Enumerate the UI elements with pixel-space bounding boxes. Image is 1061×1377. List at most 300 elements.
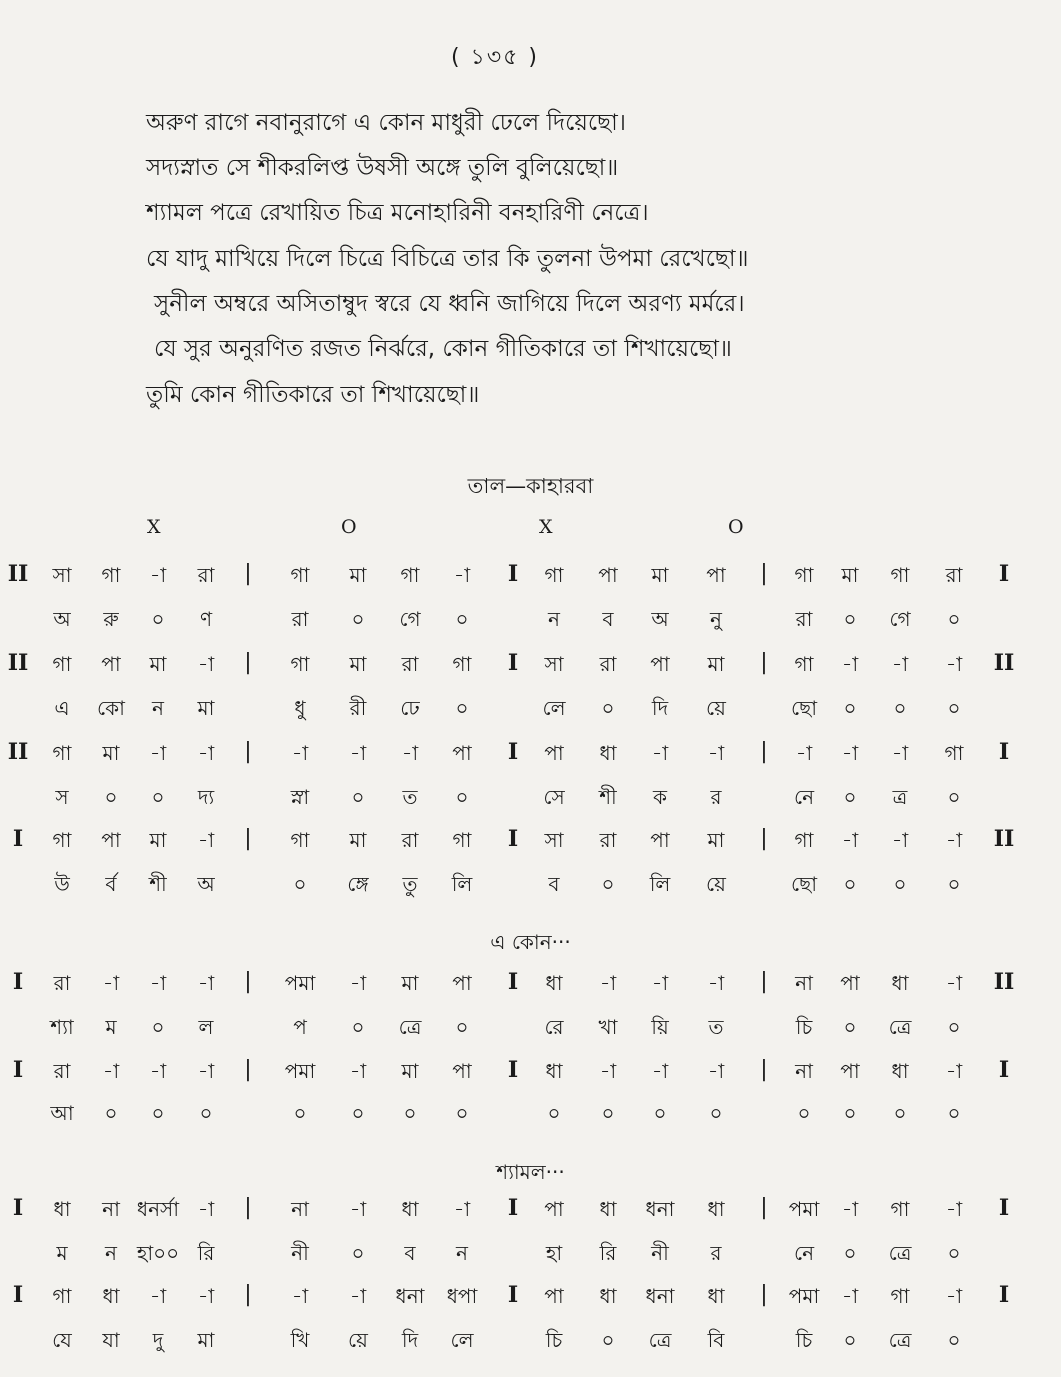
swara-row [0, 561, 1061, 591]
notation-cell: মা [102, 741, 120, 765]
notation-cell: রা [53, 971, 71, 995]
notation-cell: দি [401, 1328, 419, 1352]
lyric-syllable-row [0, 605, 1061, 635]
notation-cell: ব [548, 872, 560, 896]
beat-mark: O [728, 516, 744, 538]
notation-cell: প [293, 1015, 307, 1039]
notation-cell: না [795, 971, 813, 995]
beat-mark: X [147, 516, 161, 538]
lyric-line: অরুণ রাগে নবানুরাগে এ কোন মাধুরী ঢেলে দিয়েছো। [146, 110, 626, 136]
notation-cell: বি [707, 1328, 725, 1352]
notation-cell: -া [349, 1284, 367, 1308]
notation-cell: -া [945, 971, 963, 995]
lyric-line: যে যাদু মাখিয়ে দিলে চিত্রে বিচিত্রে তার কি তুলনা উপমা রেখেছো॥ [146, 246, 749, 272]
notation-cell: ০ [947, 785, 961, 809]
notation-cell: পা [452, 971, 472, 995]
bar-line: I [507, 1282, 519, 1308]
notation-cell: য়ে [348, 1328, 368, 1352]
lyric-line: সদ্যস্নাত সে শীকরলিপ্ত উষসী অঙ্গে তুলি বুলিয়েছো॥ [146, 155, 619, 181]
bar-line: II [7, 650, 29, 676]
notation-cell: পা [840, 1059, 860, 1083]
notation-cell: -া [841, 652, 859, 676]
notation-cell: পমা [284, 971, 316, 995]
bar-line: I [12, 826, 24, 852]
notation-cell: ধনা [645, 1284, 675, 1308]
notation-cell: গা [452, 652, 472, 676]
notation-cell: -া [197, 652, 215, 676]
bar-line: | [244, 1195, 252, 1220]
notation-cell: আ [50, 1101, 74, 1125]
notation-cell: রি [599, 1241, 617, 1265]
notation-cell: -া [197, 971, 215, 995]
notation-cell: -া [707, 741, 725, 765]
notation-cell: ০ [104, 785, 118, 809]
notation-cell: ধা [545, 971, 563, 995]
bar-line: | [244, 561, 252, 586]
notation-cell: ০ [709, 1101, 723, 1125]
notation-cell: ০ [455, 607, 469, 631]
bar-line: I [507, 826, 519, 852]
notation-cell: ০ [199, 1101, 213, 1125]
notation-cell: ব [404, 1241, 416, 1265]
lyric-line: সুনীল অম্বরে অসিতাম্বুদ স্বরে যে ধ্বনি জাগিয়ে দিলে অরণ্য মর্মরে। [154, 291, 745, 317]
notation-cell: ০ [351, 785, 365, 809]
bar-line: | [760, 826, 768, 851]
notation-cell: ০ [547, 1101, 561, 1125]
notation-cell: ০ [947, 1015, 961, 1039]
notation-cell: য়ি [651, 1015, 669, 1039]
notation-cell: ধা [707, 1284, 725, 1308]
notation-cell: খি [290, 1328, 310, 1352]
notation-cell: -া [841, 1284, 859, 1308]
notation-cell: -া [197, 1197, 215, 1221]
notation-cell: পা [544, 1284, 564, 1308]
notation-cell: -া [841, 741, 859, 765]
notation-cell: চি [795, 1015, 813, 1039]
notation-cell: রা [197, 563, 215, 587]
notation-cell: ০ [601, 872, 615, 896]
notation-cell: ন [152, 696, 164, 720]
notation-cell: লে [450, 1328, 474, 1352]
notation-cell: -া [349, 741, 367, 765]
notation-cell: রা [401, 652, 419, 676]
notation-cell: গা [52, 1284, 72, 1308]
lyric-line: তুমি কোন গীতিকারে তা শিখায়েছো॥ [146, 382, 480, 408]
swara-row [0, 739, 1061, 769]
notation-cell: ন [548, 607, 560, 631]
notation-cell: লি [649, 872, 671, 896]
notation-cell: শী [599, 785, 617, 809]
notation-cell: সা [52, 563, 72, 587]
notation-cell: গা [290, 563, 310, 587]
bar-line: | [760, 1195, 768, 1220]
notation-cell: পা [598, 563, 618, 587]
notation-cell: উ [54, 872, 70, 896]
notation-cell: নী [651, 1241, 669, 1265]
notation-cell: ধা [599, 741, 617, 765]
notation-cell: রি [197, 1241, 215, 1265]
bar-line: I [12, 1195, 24, 1221]
bar-line: I [507, 1057, 519, 1083]
notation-cell: ০ [351, 1101, 365, 1125]
notation-cell: গা [52, 652, 72, 676]
swara-row [0, 650, 1061, 680]
bar-line: II [7, 739, 29, 765]
notation-cell: ০ [843, 1015, 857, 1039]
notation-cell: না [291, 1197, 309, 1221]
notation-cell: পা [544, 741, 564, 765]
lyric-syllable-row [0, 1099, 1061, 1129]
notation-cell: গা [890, 1284, 910, 1308]
notation-cell: গা [944, 741, 964, 765]
notation-cell: -া [707, 1059, 725, 1083]
notation-cell: পা [650, 828, 670, 852]
notation-cell: রা [291, 607, 309, 631]
bar-line: I [998, 561, 1010, 587]
bar-line: | [244, 826, 252, 851]
bar-line: | [244, 1282, 252, 1307]
notation-cell: -া [945, 1284, 963, 1308]
notation-cell: রু [103, 607, 119, 631]
beat-mark: X [539, 516, 553, 538]
notation-cell: হা০০ [136, 1241, 180, 1265]
notation-cell: ০ [151, 1015, 165, 1039]
notation-cell: ০ [455, 785, 469, 809]
notation-cell: -া [291, 1284, 309, 1308]
swara-row [0, 1057, 1061, 1087]
bar-line: I [507, 739, 519, 765]
notation-cell: গা [890, 1197, 910, 1221]
notation-cell: মা [197, 1328, 215, 1352]
notation-cell: রা [945, 563, 963, 587]
notation-cell: -া [349, 1197, 367, 1221]
notation-cell: পা [452, 741, 472, 765]
notation-cell: ০ [797, 1101, 811, 1125]
notation-cell: ০ [351, 607, 365, 631]
notation-cell: ০ [351, 1015, 365, 1039]
notation-cell: ০ [947, 1101, 961, 1125]
notation-cell: ০ [947, 1328, 961, 1352]
notation-cell: ধপা [446, 1284, 478, 1308]
notation-cell: নে [793, 785, 815, 809]
notation-cell: ০ [893, 872, 907, 896]
notation-cell: ০ [293, 872, 307, 896]
notation-cell: গা [400, 563, 420, 587]
notation-cell: স্না [290, 785, 310, 809]
lyric-syllable-row [0, 1326, 1061, 1356]
notation-cell: লি [451, 872, 473, 896]
notation-cell: ধা [401, 1197, 419, 1221]
notation-cell: ০ [843, 607, 857, 631]
page-number: ( ১৩৫ ) [450, 45, 539, 70]
notation-cell: পা [101, 828, 121, 852]
notation-cell: -া [707, 971, 725, 995]
notation-cell: -া [453, 1197, 471, 1221]
notation-cell: গা [794, 652, 814, 676]
notation-cell: পা [650, 652, 670, 676]
notation-cell: মা [349, 652, 367, 676]
notation-cell: চি [795, 1328, 813, 1352]
notation-cell: -া [841, 1197, 859, 1221]
bar-line: I [507, 561, 519, 587]
notation-cell: য়ে [706, 696, 726, 720]
notation-cell: দ্য [197, 785, 215, 809]
lyric-line: শ্যামল পত্রে রেখায়িত চিত্র মনোহারিনী বনহারিণী নেত্রে। [146, 200, 649, 226]
notation-cell: লে [542, 696, 566, 720]
notation-cell: ০ [843, 872, 857, 896]
notation-cell: -া [599, 1059, 617, 1083]
notation-cell: নু [710, 607, 722, 631]
notation-cell: ধা [599, 1197, 617, 1221]
notation-cell: মা [651, 563, 669, 587]
notation-cell: নী [291, 1241, 309, 1265]
swara-row [0, 969, 1061, 999]
notation-cell: রা [599, 828, 617, 852]
notation-cell: -া [349, 1059, 367, 1083]
notation-cell: ত্রে [648, 1328, 672, 1352]
notation-cell: -া [149, 1059, 167, 1083]
notation-cell: র [710, 785, 722, 809]
notation-cell: ০ [104, 1101, 118, 1125]
notation-cell: -া [651, 1059, 669, 1083]
notation-cell: ০ [455, 696, 469, 720]
bar-line: | [760, 969, 768, 994]
notation-cell: ০ [843, 696, 857, 720]
bar-line: II [7, 561, 29, 587]
notation-cell: ধা [599, 1284, 617, 1308]
bar-line: I [12, 1282, 24, 1308]
notation-cell: মা [707, 828, 725, 852]
notation-cell: গা [890, 563, 910, 587]
notation-cell: য়ে [706, 872, 726, 896]
notation-cell: -া [102, 1059, 120, 1083]
notation-cell: ০ [601, 696, 615, 720]
notation-cell: ০ [351, 1241, 365, 1265]
notation-cell: -া [197, 828, 215, 852]
notation-cell: ধা [707, 1197, 725, 1221]
notation-cell: গা [101, 563, 121, 587]
notation-cell: -া [891, 828, 909, 852]
notation-cell: ০ [151, 607, 165, 631]
notation-cell: চি [545, 1328, 563, 1352]
notation-cell: ধা [53, 1197, 71, 1221]
notation-cell: ০ [843, 1101, 857, 1125]
notation-cell: -া [149, 563, 167, 587]
notation-cell: হা [545, 1241, 563, 1265]
notation-cell: ধনা [395, 1284, 425, 1308]
bar-line: I [12, 1057, 24, 1083]
notation-cell: -া [197, 741, 215, 765]
notation-cell: গা [794, 828, 814, 852]
notation-cell: -া [401, 741, 419, 765]
notation-cell: মা [149, 828, 167, 852]
bar-line: I [998, 739, 1010, 765]
notation-cell: ঙ্গে [347, 872, 369, 896]
section-title-e-kon: এ কোন··· [490, 930, 571, 954]
notation-cell: অ [197, 872, 215, 896]
notation-cell: -া [453, 563, 471, 587]
notation-cell: ক [653, 785, 667, 809]
bar-line: I [507, 1195, 519, 1221]
bar-line: I [998, 1282, 1010, 1308]
lyric-syllable-row [0, 1013, 1061, 1043]
notation-cell: মা [707, 652, 725, 676]
notation-cell: পা [101, 652, 121, 676]
notation-cell: -া [599, 971, 617, 995]
notation-cell: ০ [843, 785, 857, 809]
section-title-shyamal: শ্যামল··· [496, 1160, 565, 1184]
notation-cell: ধা [891, 1059, 909, 1083]
notation-cell: ত্রে [888, 1241, 912, 1265]
notation-cell: স [55, 785, 69, 809]
notation-cell: -া [945, 828, 963, 852]
bar-line: | [760, 561, 768, 586]
notation-cell: -া [197, 1284, 215, 1308]
notation-cell: -া [149, 971, 167, 995]
notation-cell: এ [54, 696, 70, 720]
notation-cell: রা [53, 1059, 71, 1083]
notation-cell: সা [544, 828, 564, 852]
notation-cell: দু [152, 1328, 164, 1352]
notation-cell: -া [841, 828, 859, 852]
notation-cell: অ [651, 607, 669, 631]
notation-cell: ০ [653, 1101, 667, 1125]
notation-cell: ণ [199, 607, 213, 631]
notation-cell: ঢে [400, 696, 420, 720]
notation-cell: ল [198, 1015, 214, 1039]
notation-cell: নে [793, 1241, 815, 1265]
notation-cell: পা [544, 1197, 564, 1221]
notation-cell: র্ব [105, 872, 117, 896]
beat-mark: O [341, 516, 357, 538]
notation-cell: ত [708, 1015, 724, 1039]
bar-line: | [244, 969, 252, 994]
notation-cell: ০ [947, 607, 961, 631]
bar-line: I [507, 650, 519, 676]
notation-cell: গা [290, 828, 310, 852]
notation-cell: ধনর্সা [136, 1197, 180, 1221]
lyric-syllable-row [0, 783, 1061, 813]
notation-cell: সে [543, 785, 565, 809]
notation-cell: ত্রে [888, 1328, 912, 1352]
bar-line: | [760, 739, 768, 764]
lyric-syllable-row [0, 870, 1061, 900]
bar-line: | [760, 650, 768, 675]
notation-cell: ০ [843, 1328, 857, 1352]
notation-cell: রে [544, 1015, 564, 1039]
notation-cell: মা [841, 563, 859, 587]
notation-cell: ০ [293, 1101, 307, 1125]
notation-cell: ০ [151, 1101, 165, 1125]
notation-cell: না [795, 1059, 813, 1083]
notation-cell: -া [891, 652, 909, 676]
notation-cell: খা [598, 1015, 618, 1039]
notation-cell: -া [349, 971, 367, 995]
notation-cell: পমা [788, 1197, 820, 1221]
notation-cell: গা [452, 828, 472, 852]
lyric-line: যে সুর অনুরণিত রজত নির্ঝরে, কোন গীতিকারে তা শিখায়েছো॥ [154, 336, 732, 362]
notation-cell: -া [945, 652, 963, 676]
bar-line: II [993, 650, 1015, 676]
notation-cell: যা [102, 1328, 120, 1352]
beat-marks [0, 516, 1061, 544]
bar-line: | [244, 739, 252, 764]
notation-cell: পা [706, 563, 726, 587]
notation-cell: পা [452, 1059, 472, 1083]
notation-cell: ন [105, 1241, 117, 1265]
notation-cell: -া [197, 1059, 215, 1083]
notation-cell: ধনা [645, 1197, 675, 1221]
notation-cell: ০ [843, 1241, 857, 1265]
notation-cell: ছো [790, 696, 818, 720]
notation-cell: -া [149, 741, 167, 765]
notation-cell: রা [401, 828, 419, 852]
notation-cell: রী [349, 696, 367, 720]
notation-cell: -া [945, 1059, 963, 1083]
notation-cell: গা [52, 828, 72, 852]
notation-cell: -া [891, 741, 909, 765]
notation-cell: রা [795, 607, 813, 631]
notation-cell: পমা [284, 1059, 316, 1083]
bar-line: | [760, 1282, 768, 1307]
notation-cell: -া [651, 971, 669, 995]
notation-cell: মা [349, 563, 367, 587]
notation-cell: -া [651, 741, 669, 765]
notation-cell: তু [402, 872, 418, 896]
notation-cell: মা [401, 971, 419, 995]
notation-cell: গা [794, 563, 814, 587]
notation-cell: পমা [788, 1284, 820, 1308]
bar-line: II [993, 969, 1015, 995]
notation-cell: না [102, 1197, 120, 1221]
notation-cell: সা [544, 652, 564, 676]
notation-cell: গে [399, 607, 421, 631]
notation-cell: ০ [947, 872, 961, 896]
notation-cell: গা [52, 741, 72, 765]
bar-line: II [993, 826, 1015, 852]
notation-cell: ০ [601, 1328, 615, 1352]
bar-line: I [998, 1057, 1010, 1083]
notation-cell: -া [945, 1197, 963, 1221]
notation-cell: যে [52, 1328, 72, 1352]
notation-cell: ছো [790, 872, 818, 896]
notation-cell: ০ [455, 1015, 469, 1039]
bar-line: | [244, 650, 252, 675]
notation-cell: -া [291, 741, 309, 765]
tala-title: তাল—কাহারবা [467, 474, 594, 498]
notation-cell: ০ [893, 696, 907, 720]
notation-cell: পা [840, 971, 860, 995]
notation-cell: ০ [947, 1241, 961, 1265]
notation-cell: ত্র [892, 785, 908, 809]
notation-cell: ধা [102, 1284, 120, 1308]
notation-cell: মা [149, 652, 167, 676]
notation-cell: র [710, 1241, 722, 1265]
notation-cell: গা [544, 563, 564, 587]
notation-cell: -া [795, 741, 813, 765]
notation-cell: ম [56, 1241, 68, 1265]
notation-cell: -া [102, 971, 120, 995]
notation-cell: গা [290, 652, 310, 676]
notation-cell: মা [401, 1059, 419, 1083]
notation-cell: কো [97, 696, 125, 720]
notation-cell: ০ [455, 1101, 469, 1125]
notation-cell: ত্রে [398, 1015, 422, 1039]
notation-cell: মা [349, 828, 367, 852]
notation-cell: অ [53, 607, 71, 631]
notation-cell: শ্যা [50, 1015, 74, 1039]
notation-cell: ০ [151, 785, 165, 809]
